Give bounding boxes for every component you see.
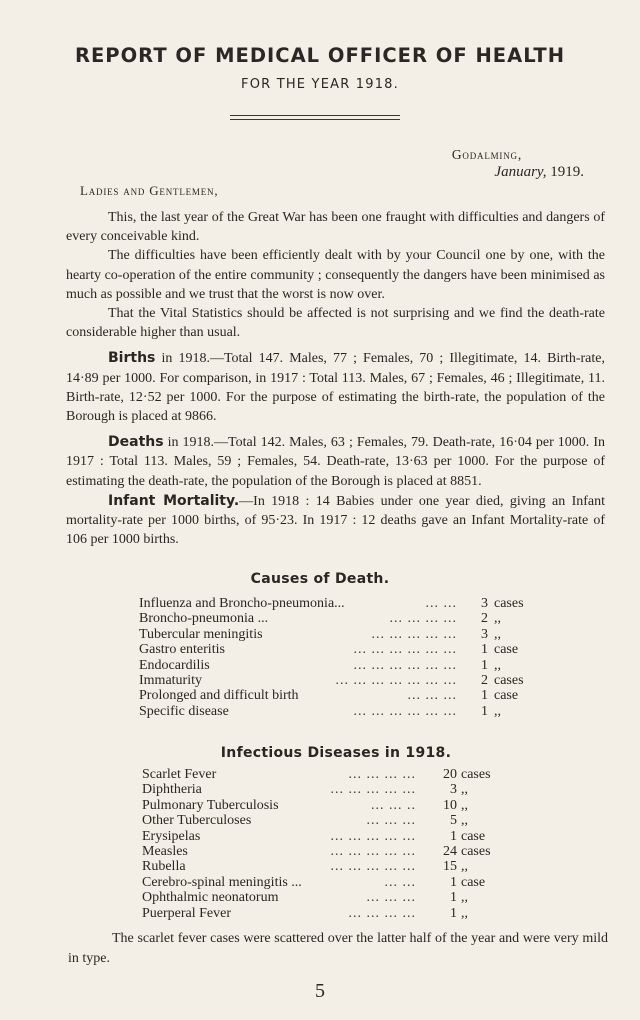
- salutation: Ladies and Gentlemen,: [80, 183, 219, 198]
- table-row: [142, 844, 512, 859]
- row-label: Prolonged and difficult birth: [139, 688, 299, 704]
- leader-dots: ... ...: [384, 874, 416, 890]
- row-label: Pulmonary Tuberculosis: [142, 797, 279, 813]
- deaths-heading: Deaths: [108, 434, 164, 451]
- table-row: [139, 596, 539, 611]
- row-label: Other Tuberculoses: [142, 813, 252, 829]
- row-unit: ,,: [461, 797, 468, 813]
- row-label: Ophthalmic neonatorum: [142, 890, 279, 906]
- table-row: [142, 813, 512, 828]
- intro-paragraph: This, the last year of the Great War has been one fraught with difficulties and dangers of every conceivable kind.: [66, 210, 605, 245]
- table-row: [139, 611, 539, 626]
- row-count: 1: [450, 874, 457, 890]
- row-unit: ,,: [494, 626, 501, 642]
- report-date: [494, 164, 584, 181]
- table-row: [139, 642, 539, 657]
- row-unit: ,,: [461, 813, 468, 829]
- table-row: [139, 704, 539, 719]
- table-row: [142, 875, 512, 890]
- leader-dots: ... ... ..: [371, 797, 416, 813]
- table-row: [142, 767, 512, 782]
- leader-dots: ... ... ...: [366, 890, 416, 906]
- row-label: Diphtheria: [142, 782, 202, 798]
- closing-text: The scarlet fever cases were scattered over the latter half of the year and were very mild in type.: [68, 931, 608, 966]
- row-label: Rubella: [142, 859, 186, 875]
- row-count: 15: [443, 859, 457, 875]
- row-count: 5: [450, 813, 457, 829]
- infant-text: —In 1918 : 14 Babies under one year died, giving an Infant mortality-rate per 1000 births, of 95·23. In 1917 : 12 deaths gave an Infant Mortality-rate of 106 per 1000 births.: [66, 493, 605, 548]
- report-title: REPORT OF MEDICAL OFFICER OF HEALTH: [74, 44, 566, 67]
- row-count: 1: [481, 642, 488, 658]
- table-row: [142, 782, 512, 797]
- row-count: 2: [481, 611, 488, 627]
- row-unit: case: [494, 642, 519, 658]
- table-row: [142, 829, 512, 844]
- row-unit: cases: [494, 672, 524, 688]
- births-heading: Births: [108, 350, 156, 367]
- leader-dots: ... ... ... ... ... ... ...: [335, 672, 457, 688]
- row-count: 1: [481, 688, 488, 704]
- leader-dots: ... ... ... ... ... ...: [353, 642, 457, 658]
- leader-dots: ... ...: [425, 596, 457, 611]
- leader-dots: ... ... ... ... ... ...: [353, 657, 457, 673]
- table-row: [139, 627, 539, 642]
- row-unit: cases: [461, 767, 491, 782]
- causes-table: [139, 596, 539, 719]
- row-count: 1: [481, 657, 488, 673]
- leader-dots: ... ... ...: [366, 813, 416, 829]
- row-unit: ,,: [461, 905, 468, 921]
- table-row: [139, 658, 539, 673]
- deaths-text: in 1918.—Total 142. Males, 63 ; Females, 79. Death-rate, 16·04 per 1000. In 1917 : Total 113. Males, 59 ; Females, 54. Death-rate, 13·63 per 1000. For the purpose of estimating the death-rate, the population of the Borough is placed at 8851.: [66, 435, 605, 489]
- causes-title: Causes of Death.: [250, 571, 390, 587]
- table-row: [142, 906, 512, 921]
- place-name: Godalming,: [451, 147, 522, 162]
- row-count: 10: [443, 797, 457, 813]
- report-subtitle: FOR THE YEAR 1918.: [241, 77, 399, 92]
- row-label: Scarlet Fever: [142, 767, 217, 782]
- row-count: 3: [450, 782, 457, 798]
- leader-dots: ... ... ... ... ...: [330, 782, 416, 798]
- row-label: Endocardilis: [139, 657, 210, 673]
- double-rule-bottom: [230, 119, 400, 120]
- row-label: Immaturity: [139, 672, 202, 688]
- table-row: [139, 673, 539, 688]
- infant-paragraph: [66, 492, 605, 550]
- table-row: [142, 859, 512, 874]
- leader-dots: ... ... ... ...: [348, 905, 416, 921]
- row-count: 1: [450, 890, 457, 906]
- table-row: [142, 798, 512, 813]
- row-label: Tubercular meningitis: [139, 626, 263, 642]
- row-label: Gastro enteritis: [139, 642, 225, 658]
- leader-dots: ... ... ... ... ...: [371, 626, 457, 642]
- row-unit: ,,: [461, 859, 468, 875]
- intro-paragraph: That the Vital Statistics should be affected is not surprising and we find the death-rate considerable higher than usual.: [66, 306, 605, 341]
- leader-dots: ... ... ... ... ...: [330, 828, 416, 844]
- row-count: 20: [443, 767, 457, 782]
- row-label: Cerebro-spinal meningitis ...: [142, 874, 302, 890]
- row-count: 1: [450, 905, 457, 921]
- table-row: [139, 688, 539, 703]
- row-unit: case: [461, 828, 486, 844]
- row-unit: ,,: [461, 782, 468, 798]
- leader-dots: ... ... ... ... ... ...: [353, 703, 457, 719]
- date-year: 1919.: [550, 164, 584, 180]
- row-label: Measles: [142, 843, 188, 859]
- infectious-table: [142, 767, 512, 921]
- row-label: Erysipelas: [142, 828, 201, 844]
- leader-dots: ... ... ... ...: [348, 767, 416, 782]
- report-body: [66, 208, 605, 549]
- infectious-title: Infectious Diseases in 1918.: [220, 745, 452, 761]
- infant-heading: Infant Mortality.: [108, 492, 240, 509]
- row-unit: ,,: [494, 611, 501, 627]
- row-label: Broncho-pneumonia ...: [139, 611, 269, 627]
- closing-paragraph: [68, 929, 608, 968]
- row-unit: ,,: [494, 657, 501, 673]
- row-unit: ,,: [461, 890, 468, 906]
- row-unit: ,,: [494, 703, 501, 719]
- intro-paragraph: The difficulties have been efficiently dealt with by your Council one by one, with the hearty co-operation of the entire community ; consequently the dangers have been minimised as much as possible and we trust that the worst is now over.: [66, 248, 605, 302]
- row-unit: case: [461, 874, 486, 890]
- leader-dots: ... ... ... ... ...: [330, 859, 416, 875]
- births-text: in 1918.—Total 147. Males, 77 ; Females, 70 ; Illegitimate, 14. Birth-rate, 14·89 per 1000. For comparison, in 1917 : Total 113. Males, 67 ; Females, 46 ; Illegitimate, 11. Birth-rate, 12·52 per 1000. For the purpose of estimating the birth-rate, the population of the Borough is placed at 9866.: [66, 351, 606, 425]
- deaths-paragraph: [66, 433, 605, 491]
- row-label: Influenza and Broncho-pneumonia...: [139, 596, 345, 611]
- leader-dots: ... ... ...: [407, 688, 457, 704]
- births-paragraph: [66, 349, 605, 426]
- leader-dots: ... ... ... ... ...: [330, 843, 416, 859]
- row-count: 3: [481, 596, 488, 611]
- row-count: 1: [450, 828, 457, 844]
- page-number: 5: [315, 980, 325, 1002]
- row-count: 3: [481, 626, 488, 642]
- row-label: Puerperal Fever: [142, 905, 232, 921]
- row-unit: cases: [494, 596, 524, 611]
- table-row: [142, 890, 512, 905]
- row-count: 24: [443, 843, 457, 859]
- row-unit: case: [494, 688, 519, 704]
- row-count: 2: [481, 672, 488, 688]
- date-month: January,: [494, 164, 547, 180]
- row-unit: cases: [461, 843, 491, 859]
- row-label: Specific disease: [139, 703, 229, 719]
- leader-dots: ... ... ... ...: [389, 611, 457, 627]
- double-rule-top: [230, 115, 400, 116]
- row-count: 1: [481, 703, 488, 719]
